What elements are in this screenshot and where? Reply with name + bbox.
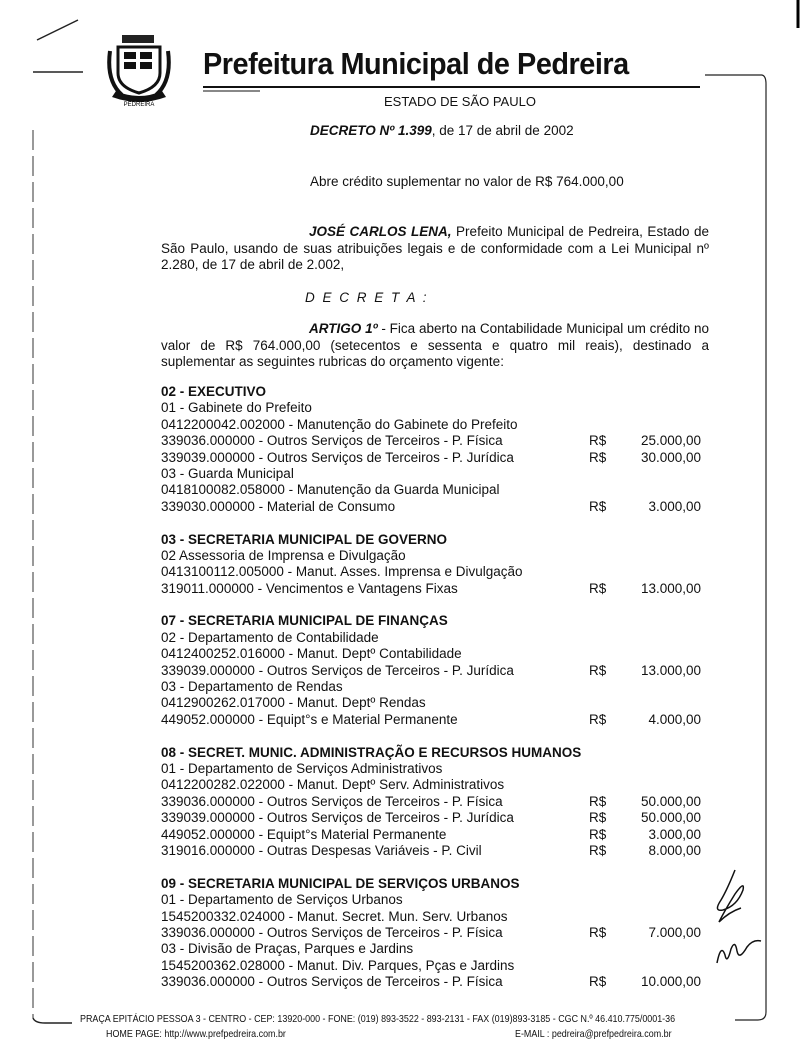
budget-line-text: 0412900262.017000 - Manut. Deptº Rendas <box>161 695 426 711</box>
budget-line-text: 09 - SECRETARIA MUNICIPAL DE SERVIÇOS URBANOS <box>161 875 520 891</box>
budget-line <box>161 450 701 466</box>
budget-line <box>161 712 701 728</box>
budget-line-text: 0412200282.022000 - Manut. Deptº Serv. Administrativos <box>161 777 505 793</box>
budget-section-heading <box>161 876 701 892</box>
budget-line-text: 0412200042.002000 - Manutenção do Gabinete do Prefeito <box>161 416 518 432</box>
budget-allocations <box>161 384 701 990</box>
budget-line <box>161 581 701 597</box>
budget-line-text: 319011.000000 - Vencimentos e Vantagens Fixas <box>161 580 458 596</box>
svg-text:PEDREIRA: PEDREIRA <box>123 102 155 108</box>
budget-line <box>161 663 701 679</box>
budget-line-text: 0418100082.058000 - Manutenção da Guarda Municipal <box>161 482 500 498</box>
currency-symbol: R$ <box>589 449 607 465</box>
budget-line <box>161 777 701 793</box>
budget-line-text: 01 - Departamento de Serviços Urbanos <box>161 892 403 908</box>
budget-line-text: 03 - SECRETARIA MUNICIPAL DE GOVERNO <box>161 531 448 547</box>
budget-section-heading <box>161 613 701 629</box>
budget-line-text: 02 - EXECUTIVO <box>161 384 267 399</box>
budget-line-text: 07 - SECRETARIA MUNICIPAL DE FINANÇAS <box>161 613 448 629</box>
budget-line <box>161 466 701 482</box>
budget-line <box>161 892 701 908</box>
budget-amount: 10.000,00 <box>640 974 701 990</box>
budget-line <box>161 548 701 564</box>
article-text: - Fica aberto na Contabilidade Municipal um crédito no valor de R$ 764.000,00 (setecentos e sessenta e quatro mil reais), destinado a suplementar as seguintes rubricas do orçamento vigente: <box>161 321 709 369</box>
decree-date: , de 17 de abril de 2002 <box>431 123 574 138</box>
budget-line <box>161 499 701 515</box>
budget-line <box>161 695 701 711</box>
budget-amount: 13.000,00 <box>640 662 701 678</box>
currency-symbol: R$ <box>589 924 607 940</box>
mayor-name: JOSÉ CARLOS LENA, <box>309 224 452 239</box>
budget-line <box>161 958 701 974</box>
budget-line-text: 339030.000000 - Material de Consumo <box>161 498 396 514</box>
budget-line-text: 02 - Departamento de Contabilidade <box>161 629 379 645</box>
currency-symbol: R$ <box>589 662 607 678</box>
article-label: ARTIGO 1º <box>309 321 378 336</box>
budget-line <box>161 433 701 449</box>
budget-line <box>161 679 701 695</box>
budget-line <box>161 417 701 433</box>
decree-number: DECRETO Nº 1.399 <box>310 123 432 138</box>
footer-homepage-link[interactable]: HOME PAGE: http://www.prefpedreira.com.br <box>106 1028 286 1040</box>
budget-section-heading <box>161 532 701 548</box>
budget-line <box>161 794 701 810</box>
budget-line <box>161 843 701 859</box>
budget-amount: 50.000,00 <box>640 810 701 826</box>
article-1-paragraph <box>161 321 709 371</box>
currency-symbol: R$ <box>589 810 607 826</box>
budget-line <box>161 646 701 662</box>
currency-symbol: R$ <box>589 826 607 842</box>
currency-symbol: R$ <box>589 433 607 449</box>
footer-email-link[interactable]: E-MAIL : pedreira@prefpedreira.com.br <box>515 1028 672 1040</box>
budget-line-text: 01 - Gabinete do Prefeito <box>161 400 312 416</box>
state-name: ESTADO DE SÃO PAULO <box>384 94 536 109</box>
budget-line <box>161 909 701 925</box>
budget-line-text: 339036.000000 - Outros Serviços de Terceiros - P. Física <box>161 793 503 809</box>
budget-line-text: 1545200362.028000 - Manut. Div. Parques, Pças e Jardins <box>161 957 515 973</box>
budget-line-text: 08 - SECRET. MUNIC. ADMINISTRAÇÃO E RECURSOS HUMANOS <box>161 744 582 760</box>
decree-heading <box>310 123 574 138</box>
budget-line-text: 339039.000000 - Outros Serviços de Terceiros - P. Jurídica <box>161 662 514 678</box>
budget-line-text: 449052.000000 - Equipt°s Material Permanente <box>161 826 447 842</box>
budget-line-text: 03 - Divisão de Praças, Parques e Jardins <box>161 941 414 957</box>
signature-initials <box>705 868 765 978</box>
municipal-coat-of-arms-logo <box>106 33 172 108</box>
budget-line-text: 339036.000000 - Outros Serviços de Terceiros - P. Física <box>161 433 503 449</box>
preamble-paragraph <box>161 224 709 274</box>
budget-line <box>161 482 701 498</box>
budget-amount: 13.000,00 <box>640 580 701 596</box>
budget-line <box>161 761 701 777</box>
budget-line <box>161 400 701 416</box>
budget-amount: 3.000,00 <box>648 826 701 842</box>
budget-line <box>161 925 701 941</box>
budget-line-text: 03 - Guarda Municipal <box>161 465 294 481</box>
budget-line <box>161 810 701 826</box>
budget-amount: 25.000,00 <box>640 433 701 449</box>
budget-line <box>161 827 701 843</box>
budget-line-text: 01 - Departamento de Serviços Administrativos <box>161 760 443 776</box>
budget-line <box>161 941 701 957</box>
currency-symbol: R$ <box>589 711 607 727</box>
budget-line <box>161 974 701 990</box>
budget-amount: 7.000,00 <box>648 924 701 940</box>
currency-symbol: R$ <box>589 793 607 809</box>
currency-symbol: R$ <box>589 498 607 514</box>
budget-line-text: 03 - Departamento de Rendas <box>161 679 343 695</box>
budget-line-text: 1545200332.024000 - Manut. Secret. Mun. Serv. Urbanos <box>161 908 508 924</box>
currency-symbol: R$ <box>589 580 607 596</box>
budget-amount: 30.000,00 <box>640 449 701 465</box>
budget-line-text: 0413100112.005000 - Manut. Asses. Imprensa e Divulgação <box>161 564 523 580</box>
footer-address: PRAÇA EPITÁCIO PESSOA 3 - CENTRO - CEP: 13920-000 - FONE: (019) 893-3522 - 893-2131 - FAX (019)893-3185 - CGC N.º 46.410.775/0001-36 <box>80 1013 676 1025</box>
budget-line-text: 339039.000000 - Outros Serviços de Terceiros - P. Jurídica <box>161 449 514 465</box>
budget-line-text: 319016.000000 - Outras Despesas Variáveis - P. Civil <box>161 842 482 858</box>
currency-symbol: R$ <box>589 974 607 990</box>
budget-line-text: 339036.000000 - Outros Serviços de Terceiros - P. Física <box>161 924 503 940</box>
budget-amount: 8.000,00 <box>648 842 701 858</box>
budget-amount: 50.000,00 <box>640 793 701 809</box>
decreta-heading: D E C R E T A : <box>305 290 429 305</box>
budget-line-text: 339039.000000 - Outros Serviços de Terceiros - P. Jurídica <box>161 810 514 826</box>
budget-line <box>161 630 701 646</box>
budget-amount: 3.000,00 <box>648 498 701 514</box>
page-title: Prefeitura Municipal de Pedreira <box>203 46 629 81</box>
currency-symbol: R$ <box>589 842 607 858</box>
decree-summary: Abre crédito suplementar no valor de R$ 764.000,00 <box>310 174 624 189</box>
budget-amount: 4.000,00 <box>648 711 701 727</box>
preamble-text: Prefeito Municipal de Pedreira, Estado de São Paulo, usando de suas atribuições legais e de conformidade com a Lei Municipal nº 2.280, de 17 de abril de 2.002, <box>161 224 709 272</box>
budget-line-text: 0412400252.016000 - Manut. Deptº Contabilidade <box>161 646 462 662</box>
budget-line <box>161 564 701 580</box>
budget-line-text: 449052.000000 - Equipt°s e Material Permanente <box>161 711 458 727</box>
budget-section-heading <box>161 384 701 400</box>
budget-line-text: 02 Assessoria de Imprensa e Divulgação <box>161 547 406 563</box>
budget-section-heading <box>161 745 701 761</box>
budget-line-text: 339036.000000 - Outros Serviços de Terceiros - P. Física <box>161 974 503 990</box>
